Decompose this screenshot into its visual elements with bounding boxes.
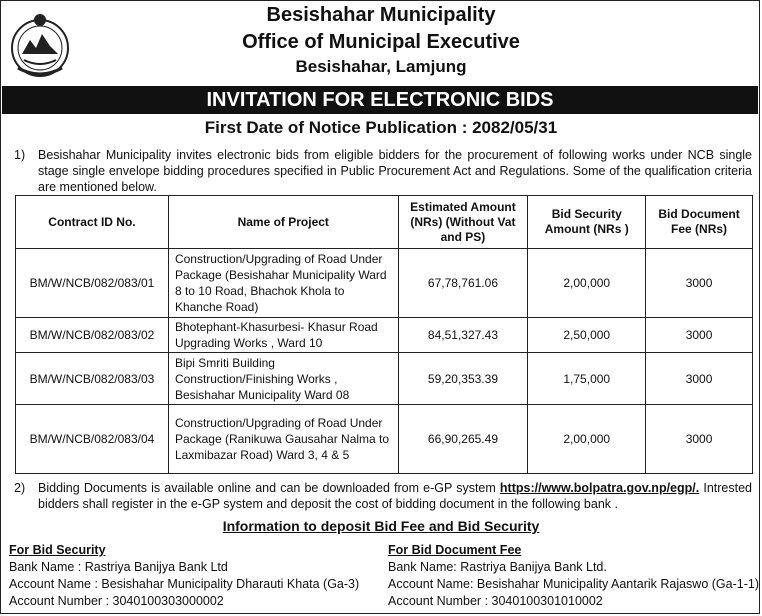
table-header-row bbox=[16, 196, 753, 249]
office-name: Office of Municipal Executive bbox=[242, 31, 520, 53]
paragraph-1 bbox=[14, 147, 752, 195]
bid-fee: 3000 bbox=[646, 353, 753, 405]
paragraph-2 bbox=[14, 480, 752, 512]
bid-fee: 3000 bbox=[646, 405, 753, 474]
contract-id: BM/W/NCB/082/083/04 bbox=[16, 405, 169, 474]
office-location: Besishahar, Lamjung bbox=[295, 57, 467, 76]
paragraph-text-pre: Bidding Documents is available online and can be downloaded from e-GP system bbox=[38, 481, 500, 495]
bid-fee: 3000 bbox=[646, 249, 753, 318]
project-name: Construction/Upgrading of Road Under Package (Besishahar Municipality Ward 8 to 10 Road, Bhachok Khola to Khanche Road) bbox=[168, 249, 398, 318]
estimated-amount: 59,20,353.39 bbox=[398, 353, 528, 405]
contract-id: BM/W/NCB/082/083/01 bbox=[16, 249, 169, 318]
bid-fee-bank: Bank Name: Rastriya Banijya Bank Ltd. bbox=[388, 560, 607, 574]
notice-banner: INVITATION FOR ELECTRONIC BIDS bbox=[2, 86, 758, 114]
estimated-amount: 84,51,327.43 bbox=[398, 318, 528, 353]
bid-security: 2,50,000 bbox=[528, 318, 646, 353]
contract-id: BM/W/NCB/082/083/03 bbox=[16, 353, 169, 405]
bid-security-title: For Bid Security bbox=[9, 543, 106, 557]
paragraph-text: Besishahar Municipality invites electronic bids from eligible bidders for the procurement of following works under NCB single stage single envelope bidding procedures specified in Public Procurement Act and Regulations. Some of the qualification criteria are mentioned below. bbox=[38, 148, 752, 194]
publication-date: First Date of Notice Publication : 2082/05/31 bbox=[204, 118, 558, 137]
municipality-name: Besishahar Municipality bbox=[266, 4, 496, 26]
col-project-name: Name of Project bbox=[168, 196, 398, 249]
bid-security: 1,75,000 bbox=[528, 353, 646, 405]
bid-fee-title: For Bid Document Fee bbox=[388, 543, 522, 557]
project-name: Construction/Upgrading of Road Under Package (Ranikuwa Gausahar Nalma to Laxmibazar Road) Ward 3, 4 & 5 bbox=[168, 405, 398, 474]
table-row bbox=[16, 405, 753, 474]
paragraph-number: 2) bbox=[14, 481, 26, 495]
table-row bbox=[16, 353, 753, 405]
project-name: Bhotephant-Khasurbesi- Khasur Road Upgrading Works , Ward 10 bbox=[168, 318, 398, 353]
col-contract-id: Contract ID No. bbox=[16, 196, 169, 249]
deposit-info-title: Information to deposit Bid Fee and Bid Security bbox=[222, 518, 540, 534]
bid-security-account-name: Account Name : Besishahar Municipality Dharauti Khata (Ga-3) bbox=[9, 577, 360, 591]
contract-id: BM/W/NCB/082/083/02 bbox=[16, 318, 169, 353]
paragraph-text bbox=[38, 480, 752, 512]
contracts-table bbox=[15, 195, 753, 474]
bid-security: 2,00,000 bbox=[528, 405, 646, 474]
bid-security-block bbox=[9, 542, 359, 610]
bid-security-account-number: Account Number : 3040100303000002 bbox=[9, 594, 224, 608]
col-estimated-amount: Estimated Amount (NRs) (Without Vat and PS) bbox=[398, 196, 528, 249]
table-row bbox=[16, 318, 753, 353]
bid-fee: 3000 bbox=[646, 318, 753, 353]
paragraph-number: 1) bbox=[14, 148, 26, 162]
estimated-amount: 66,90,265.49 bbox=[398, 405, 528, 474]
bid-fee-account-name: Account Name: Besishahar Municipality Aantarik Rajaswo (Ga-1-1) bbox=[388, 577, 759, 591]
egp-link[interactable]: https://www.bolpatra.gov.np/egp/. bbox=[499, 481, 700, 495]
paragraph-text-post: Intrested bidders shall register in the e-GP system and deposit the cost of bidding document in the following bank . bbox=[38, 481, 752, 511]
bid-fee-block bbox=[388, 542, 759, 610]
bid-security: 2,00,000 bbox=[528, 249, 646, 318]
col-bid-security: Bid Security Amount (NRs ) bbox=[528, 196, 646, 249]
table-row bbox=[16, 249, 753, 318]
col-bid-fee: Bid Document Fee (NRs) bbox=[646, 196, 753, 249]
project-name: Bipi Smriti Building Construction/Finishing Works , Besishahar Municipality Ward 08 bbox=[168, 353, 398, 405]
bid-security-bank: Bank Name : Rastriya Banijya Bank Ltd bbox=[9, 560, 228, 574]
estimated-amount: 67,78,761.06 bbox=[398, 249, 528, 318]
bid-fee-account-number: Account Number : 3040100301010002 bbox=[388, 594, 603, 608]
